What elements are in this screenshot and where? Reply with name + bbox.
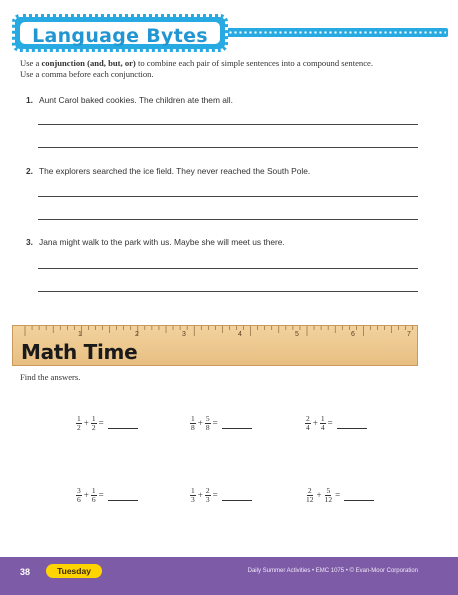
fraction: $\frac{1}{3}$	[191, 485, 195, 504]
exercise-1	[26, 94, 426, 106]
language-bytes-badge	[12, 14, 228, 52]
exercise-number: 1.	[26, 95, 33, 105]
answer-blank[interactable]	[108, 490, 138, 501]
ruler-number: 4	[238, 331, 242, 338]
answer-line[interactable]	[38, 196, 418, 197]
ruler-number: 6	[351, 331, 355, 338]
page-footer	[0, 557, 458, 595]
fraction-problem-6: $\frac{2}{12}$ + $\frac{5}{12}$ =	[305, 480, 374, 510]
fraction-problem-5: $\frac{1}{3}$ + $\frac{2}{3}$ =	[190, 480, 252, 510]
exercise-2	[26, 165, 426, 177]
language-bytes-header	[12, 14, 448, 54]
math-time-title: Math Time	[21, 340, 138, 364]
page-number: 38	[20, 567, 31, 577]
answer-line[interactable]	[38, 124, 418, 125]
fraction: $\frac{1}{2}$	[77, 413, 81, 432]
fraction: $\frac{5}{12}$	[324, 485, 333, 504]
fraction: $\frac{2}{12}$	[306, 485, 314, 504]
fraction: $\frac{1}{8}$	[191, 413, 195, 432]
fraction-problem-3: $\frac{2}{4}$ + $\frac{1}{4}$ =	[305, 408, 367, 438]
ruler-number: 5	[295, 331, 299, 338]
ruler-number: 2	[135, 331, 139, 338]
fraction: $\frac{3}{6}$	[77, 485, 81, 504]
fraction-problem-1: $\frac{1}{2}$ + $\frac{1}{2}$ =	[76, 408, 138, 438]
exercise-3	[26, 236, 426, 248]
answer-blank[interactable]	[337, 418, 367, 429]
header-dotted-stripe	[226, 28, 448, 37]
exercise-sentence: Jana might walk to the park with us. Maybe she will meet us there.	[39, 237, 285, 247]
fraction: $\frac{2}{3}$	[205, 485, 210, 504]
day-badge: Tuesday	[46, 564, 102, 578]
answer-line[interactable]	[38, 291, 418, 292]
exercise-number: 3.	[26, 237, 33, 247]
exercise-sentence: The explorers searched the ice field. They never reached the South Pole.	[39, 166, 311, 176]
ruler-number: 1	[78, 331, 82, 338]
fraction-problem-2: $\frac{1}{8}$ + $\frac{5}{8}$ =	[190, 408, 252, 438]
answer-blank[interactable]	[344, 490, 374, 501]
exercise-number: 2.	[26, 166, 33, 176]
fraction: $\frac{2}{4}$	[306, 413, 310, 432]
fraction: $\frac{1}{2}$	[91, 413, 96, 432]
math-time-ruler	[12, 325, 418, 366]
footer-credits: Daily Summer Activities • EMC 1075 • © Evan-Moor Corporation	[247, 568, 418, 574]
answer-blank[interactable]	[108, 418, 138, 429]
ruler-number: 3	[182, 331, 186, 338]
fraction: $\frac{5}{8}$	[205, 413, 210, 432]
math-instructions: Find the answers.	[20, 372, 81, 382]
exercise-sentence: Aunt Carol baked cookies. The children ate them all.	[39, 95, 233, 105]
fraction-problem-4: $\frac{3}{6}$ + $\frac{1}{6}$ =	[76, 480, 138, 510]
language-instructions: Use a conjunction (and, but, or) to combine each pair of simple sentences into a compound sentence. Use a comma before each conjunction.	[20, 58, 374, 79]
fraction: $\frac{1}{6}$	[91, 485, 96, 504]
answer-line[interactable]	[38, 268, 418, 269]
answer-blank[interactable]	[222, 490, 252, 501]
answer-line[interactable]	[38, 219, 418, 220]
answer-line[interactable]	[38, 147, 418, 148]
answer-blank[interactable]	[222, 418, 252, 429]
language-bytes-title: Language Bytes	[32, 25, 208, 47]
ruler-number: 7	[407, 331, 411, 338]
fraction: $\frac{1}{4}$	[320, 413, 325, 432]
